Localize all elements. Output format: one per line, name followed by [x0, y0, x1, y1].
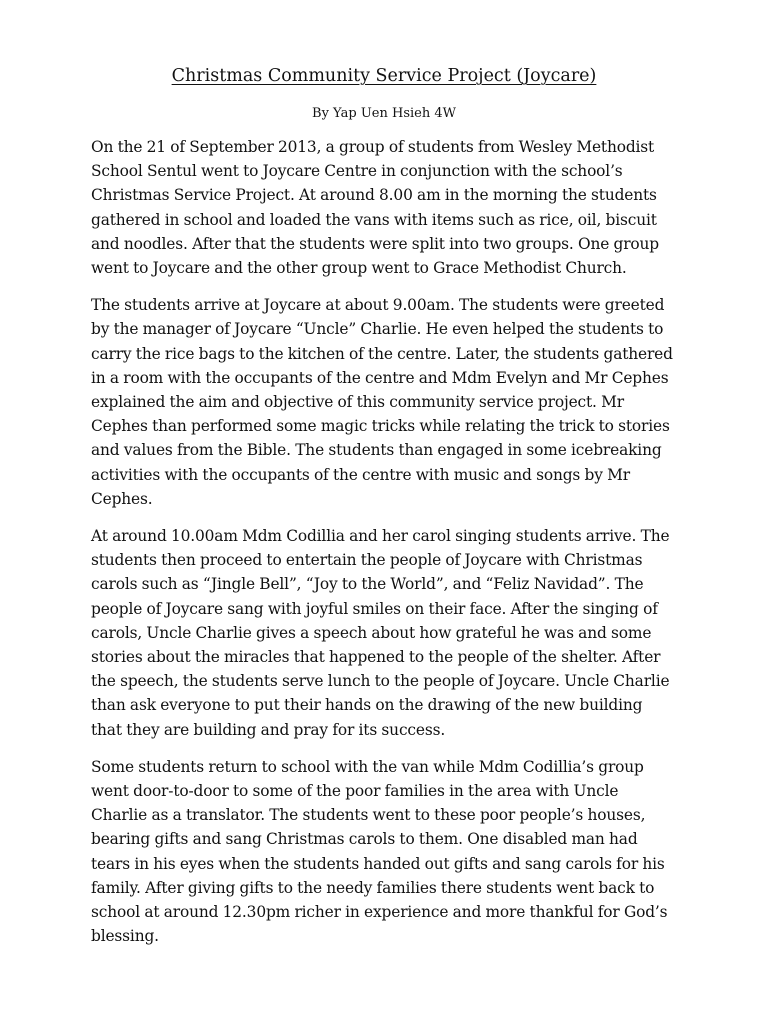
paragraph-2: The students arrive at Joycare at about 9.00am. The students were greeted by the manager of Joycare “Uncle” Charlie. He even helped the students to carry the rice bags to the kitchen of the centre. Later, the students gathered in a room with the occupants of the centre and Mdm Evelyn and Mr Cephes explained the aim and objective of this community service project. Mr Cephes than performed some magic tricks while relating the trick to stories and values from the Bible. The students than engaged in some icebreaking activities with the occupants of the centre with music and songs by Mr Cephes.: [91, 296, 673, 508]
page-title: Christmas Community Service Project (Joycare): [171, 66, 597, 86]
paragraph-4: Some students return to school with the van while Mdm Codillia’s group went door-to-door to some of the poor families in the area with Uncle Charlie as a translator. The students went to these poor people’s houses, bearing gifts and sang Christmas carols to them. One disabled man had tears in his eyes when the students handed out gifts and sang carols for his family. After giving gifts to the needy families there students went back to school at around 12.30pm richer in experience and more thankful for God’s blessing.: [91, 757, 668, 946]
paragraph-1: On the 21 of September 2013, a group of students from Wesley Methodist School Sentul went to Joycare Centre in conjunction with the school’s Christmas Service Project. At around 8.00 am in the morning the students gathered in school and loaded the vans with items such as rice, oil, biscuit and noodles. After that the students were split into two groups. One group went to Joycare and the other group went to Grace Methodist Church.: [91, 138, 660, 278]
paragraph-3: At around 10.00am Mdm Codillia and her carol singing students arrive. The students then proceed to entertain the people of Joycare with Christmas carols such as “Jingle Bell”, “Joy to the World”, and “Feliz Navidad”. The people of Joycare sang with joyful smiles on their face. After the singing of carols, Uncle Charlie gives a speech about how grateful he was and some stories about the miracles that happened to the people of the shelter. After the speech, the students serve lunch to the people of Joycare. Uncle Charlie than ask everyone to put their hands on the drawing of the new building that they are building and pray for its success.: [91, 527, 670, 739]
article-body: [91, 135, 677, 962]
author-byline: By Yap Uen Hsieh 4W: [312, 106, 456, 121]
